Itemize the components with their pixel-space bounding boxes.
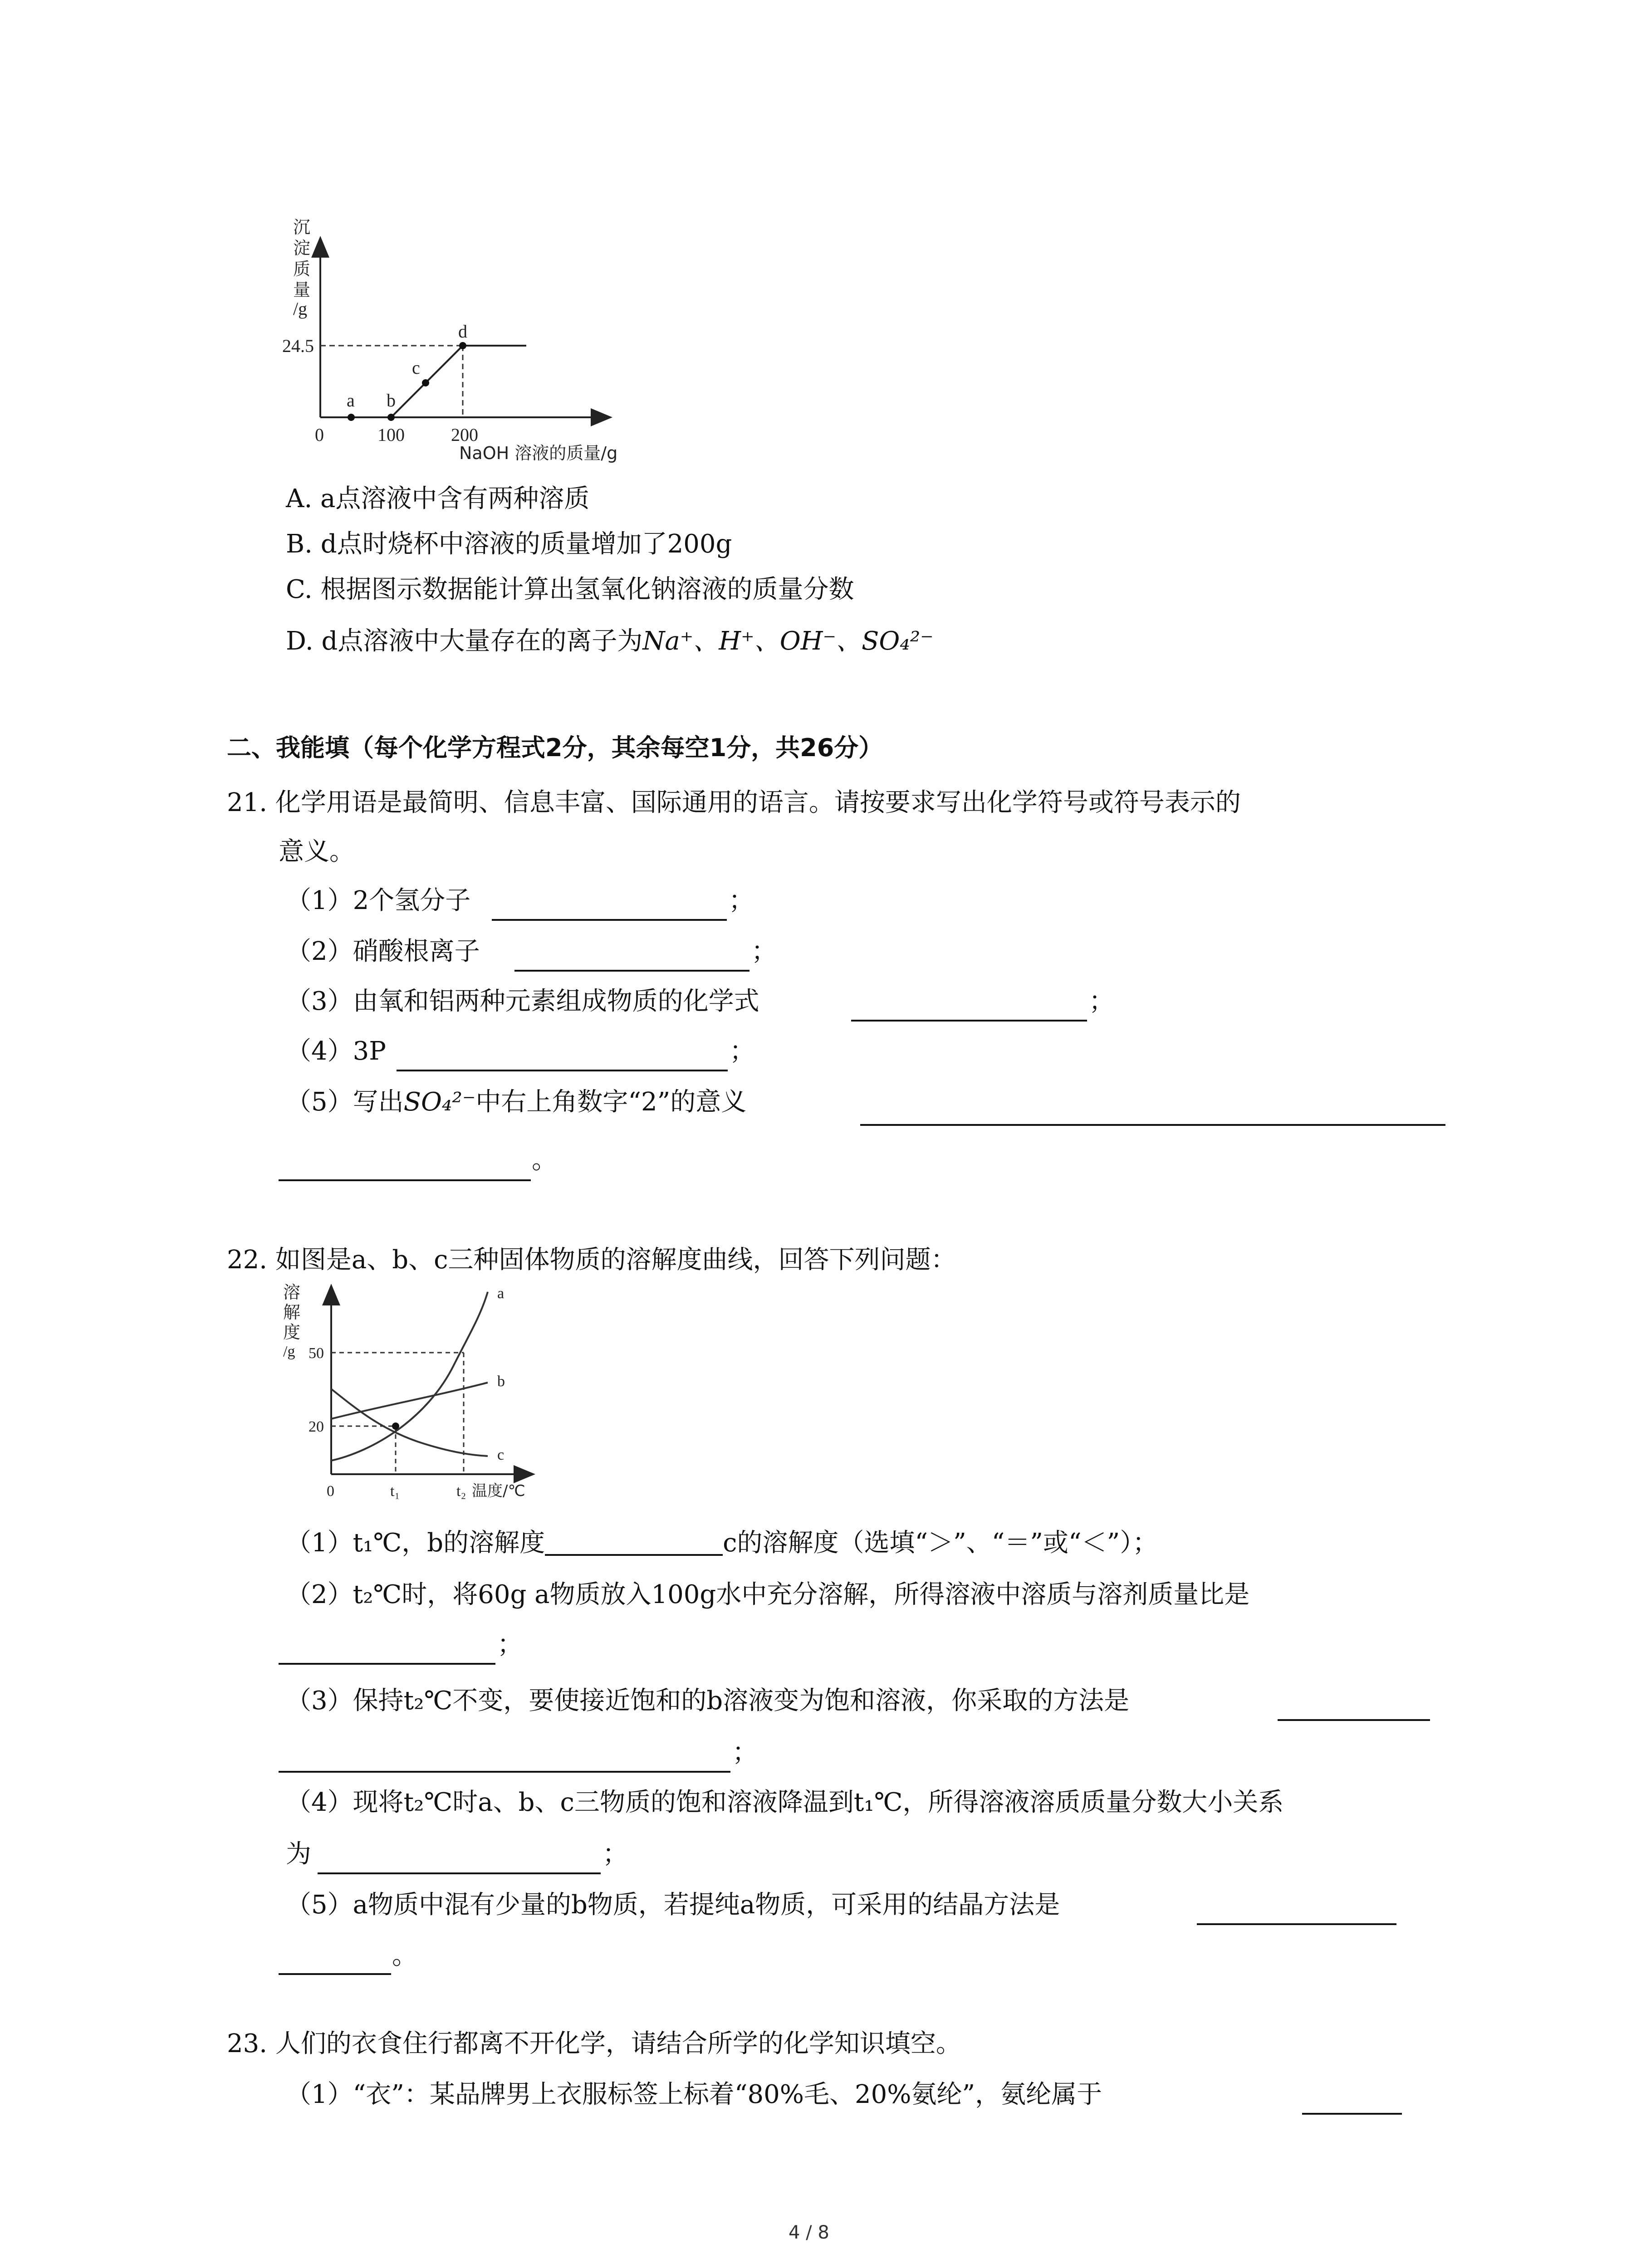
x-tick-label: t₂ — [456, 1483, 466, 1500]
point-label: a — [347, 390, 355, 411]
q21-stem: 21. 化学用语是最简明、信息丰富、国际通用的语言。请按要求写出化学符号或符号表示的 — [227, 788, 1241, 817]
q22-sub5: （5）a物质中混有少量的b物质，若提纯a物质，可采用的结晶方法是 — [286, 1890, 1060, 1920]
y-label-char: 度 — [283, 1322, 301, 1342]
precipitate-line — [351, 346, 526, 417]
x-tick-label: 0 — [327, 1483, 334, 1500]
answer-blank[interactable] — [1197, 1923, 1396, 1925]
series-label: c — [497, 1447, 505, 1463]
y-tick-label: 24.5 — [282, 336, 314, 356]
semicolon: ； — [730, 1036, 755, 1066]
y-label-char: 质 — [293, 259, 311, 279]
y-unit: /g — [293, 298, 308, 319]
q22-sub4-cont: 为 — [286, 1839, 311, 1869]
answer-blank[interactable] — [860, 1124, 1445, 1126]
x-axis-label: NaOH 溶液的质量/g — [459, 443, 618, 463]
option-d-text: D. d点溶液中大量存在的离子为 — [286, 626, 643, 656]
q22-sub1 — [286, 1530, 1158, 1556]
series-label: a — [497, 1285, 505, 1302]
y-label-char: 溶 — [283, 1282, 301, 1302]
semicolon: ； — [729, 886, 754, 915]
y-label-char: 沉 — [293, 217, 311, 237]
q21-sub4: （4）3P — [286, 1036, 386, 1066]
answer-blank[interactable] — [1302, 2113, 1402, 2115]
answer-blank[interactable] — [851, 1020, 1087, 1022]
answer-blank[interactable] — [492, 919, 727, 921]
point-label: b — [387, 390, 396, 411]
point-d — [459, 342, 466, 349]
q21-stem-cont: 意义。 — [279, 837, 355, 866]
point-c — [422, 379, 429, 386]
series-label: b — [497, 1373, 505, 1390]
y-label-char: 解 — [283, 1302, 301, 1322]
q22-sub1-tail: c的溶解度（选填“＞”、“＝”或“＜”）； — [723, 1528, 1158, 1558]
q22-sub4: （4）现将t₂℃时a、b、c三物质的饱和溶液降温到t₁℃，所得溶液溶质质量分数大小关系 — [286, 1788, 1284, 1817]
y-label-char: 淀 — [293, 238, 311, 258]
answer-blank[interactable] — [279, 1663, 495, 1665]
answer-blank[interactable] — [279, 1973, 391, 1975]
q21-sub3: （3）由氧和铝两种元素组成物质的化学式 — [286, 987, 759, 1016]
precipitate-chart — [272, 218, 635, 472]
q21-sub5-suffix: 中右上角数字“2”的意义 — [475, 1087, 747, 1117]
point-label: d — [458, 321, 467, 342]
option-c: C. 根据图示数据能计算出氢氧化钠溶液的质量分数 — [286, 575, 854, 604]
q21-sub5-ion: SO₄²⁻ — [403, 1087, 476, 1117]
option-d — [286, 626, 934, 656]
section-title: 二、我能填（每个化学方程式2分，其余每空1分，共26分） — [227, 733, 883, 762]
q21-sub2: （2）硝酸根离子 — [286, 937, 480, 966]
y-tick-label: 50 — [309, 1345, 324, 1362]
q22-sub2: （2）t₂℃时，将60g a物质放入100g水中充分溶解，所得溶液中溶质与溶剂质量比是 — [286, 1580, 1250, 1609]
q22-stem: 22. 如图是a、b、c三种固体物质的溶解度曲线，回答下列问题： — [227, 1245, 956, 1275]
x-tick-label: 200 — [451, 425, 478, 445]
x-tick-label: t₁ — [390, 1483, 400, 1500]
x-tick-label: 100 — [377, 425, 405, 445]
point-b — [387, 414, 395, 421]
y-label-char: 量 — [293, 280, 311, 300]
q21-sub1: （1）2个氢分子 — [286, 886, 471, 915]
point-a — [348, 414, 355, 421]
semicolon: ； — [603, 1839, 628, 1869]
q23-stem: 23. 人们的衣食住行都离不开化学，请结合所学的化学知识填空。 — [227, 2029, 961, 2058]
answer-blank[interactable] — [1278, 1719, 1430, 1721]
x-axis-label: 温度/℃ — [472, 1482, 525, 1500]
intersection-point — [392, 1422, 399, 1430]
answer-blank[interactable] — [279, 1771, 730, 1773]
answer-blank[interactable] — [397, 1070, 728, 1071]
q21-sub5-prefix: （5）写出 — [286, 1087, 404, 1117]
point-label: c — [412, 357, 420, 378]
option-b: B. d点时烧杯中溶液的质量增加了200g — [286, 529, 732, 559]
y-tick-label: 20 — [309, 1418, 324, 1435]
semicolon: ； — [497, 1630, 523, 1659]
answer-blank[interactable] — [514, 970, 749, 972]
option-a: A. a点溶液中含有两种溶质 — [286, 484, 590, 513]
semicolon: ； — [751, 937, 777, 966]
q22-sub3: （3）保持t₂℃不变，要使接近饱和的b溶液变为饱和溶液，你采取的方法是 — [286, 1686, 1130, 1716]
q22-sub1-text: （1）t₁℃，b的溶解度 — [286, 1528, 545, 1558]
period: 。 — [392, 1941, 417, 1970]
answer-blank[interactable] — [318, 1872, 601, 1874]
answer-blank[interactable] — [279, 1179, 531, 1181]
y-unit: /g — [283, 1343, 295, 1360]
answer-blank-inline[interactable] — [545, 1530, 723, 1556]
option-d-ions: Na⁺、H⁺、OH⁻、SO₄²⁻ — [642, 626, 934, 656]
x-tick-label: 0 — [315, 425, 324, 445]
q23-sub1: （1）“衣”：某品牌男上衣服标签上标着“80%毛、20%氨纶”，氨纶属于 — [286, 2080, 1102, 2109]
semicolon: ； — [1089, 987, 1114, 1016]
semicolon: ； — [732, 1738, 758, 1767]
solubility-chart — [281, 1275, 563, 1510]
period: 。 — [532, 1145, 557, 1175]
page-number: 4 / 8 — [789, 2222, 829, 2243]
q21-sub5 — [286, 1087, 747, 1117]
